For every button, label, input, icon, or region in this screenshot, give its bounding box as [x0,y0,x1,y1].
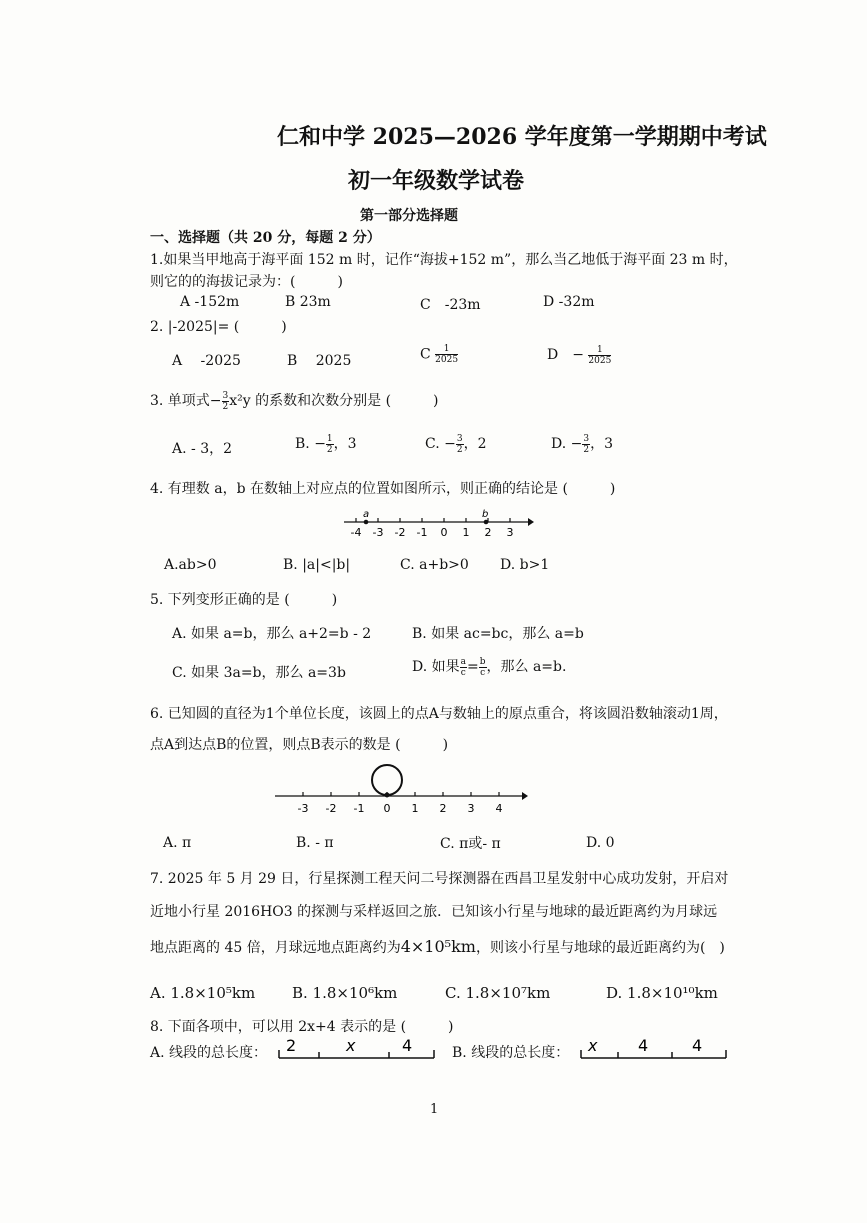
q8b-seg-3: 4 [692,1036,703,1055]
q6-number-line [272,762,530,818]
q8-option-a-segments [276,1036,438,1062]
q4-label-b: b [482,509,489,520]
q4-option-b: B. |a|<|b| [283,557,351,573]
q6-tick-label: 2 [439,802,447,815]
q4-number-line [340,508,535,542]
q8-option-b-segments [578,1036,730,1062]
q2-stem: 2. |-2025|= ( ) [150,319,287,335]
q6-option-c: C. π或- π [440,836,501,852]
section-heading: 一、选择题（共 20 分，每题 2 分） [150,230,381,246]
q5-stem: 5. 下列变形正确的是 ( ) [150,592,338,608]
q8a-seg-1: 2 [286,1036,297,1055]
part-heading: 第一部分选择题 [360,208,458,224]
q2-option-a: A -2025 [172,353,241,369]
page-number: 1 [430,1102,439,1117]
q4-tick-label: -3 [372,526,384,539]
q1-option-a: A -152m [180,294,240,310]
q1-option-b: B 23m [285,294,331,310]
q8a-seg-2: x [346,1036,356,1055]
q6-option-b: B. - π [296,835,334,851]
q6-tick-label: -2 [325,802,337,815]
q6-option-d: D. 0 [586,835,615,851]
q8b-seg-2: 4 [638,1036,649,1055]
q6-stem-line2: 点A到达点B的位置，则点B表示的数是 ( ) [150,737,449,753]
q4-stem: 4. 有理数 a，b 在数轴上对应点的位置如图所示，则正确的结论是 ( ) [150,481,616,497]
q6-point-a [385,793,390,798]
q5-option-d: D. 如果 $\frac{a}{c}$ = $\frac{b}{c}$ ，那么 a=b. [412,656,567,678]
q3-option-d: D. − $\frac{3}{2}$ ，3 [551,433,614,455]
q1-stem-line2: 则它的的海拔记录为：( ) [150,274,343,290]
q8-option-b-label: B. 线段的总长度： [452,1045,570,1061]
q6-circle [372,765,402,795]
q3-stem: 3. 单项式− $\frac{3}{2}$ x²y 的系数和次数分别是 ( ) [150,390,439,412]
q4-tick-label: 2 [484,526,492,539]
q1-stem-line1: 1.如果当甲地高于海平面 152 m 时，记作“海拔+152 m”，那么当乙地低于海平面 23 m 时， [150,252,738,268]
q6-tick-label: 0 [383,802,391,815]
q8-option-a-label: A. 线段的总长度： [150,1045,268,1061]
q6-tick-label: -3 [297,802,309,815]
q4-option-c: C. a+b>0 [400,557,469,573]
q1-option-d: D -32m [543,294,595,310]
q7-stem-line3: 地点距离的 45 倍，月球远地点距离约为4×10⁵km，则该小行星与地球的最近距离约为( ) [150,937,725,956]
q8b-seg-1: x [588,1036,598,1055]
q2-option-b: B 2025 [287,353,352,369]
q2-option-c: C $\frac{1}{2025}$ [420,344,459,365]
q6-option-a: A. π [163,835,192,851]
q7-stem-line2: 近地小行星 2016HO3 的探测与采样返回之旅．已知该小行星与地球的最近距离约为月球远 [150,904,718,920]
q4-point-b [484,520,489,525]
q3-option-b: B. − $\frac{1}{2}$ ，3 [295,433,357,455]
q6-tick-label: -1 [353,802,365,815]
q6-stem-line1: 6. 已知圆的直径为1个单位长度，该圆上的点A与数轴上的原点重合，将该圆沿数轴滚动1周， [150,706,728,722]
q4-tick-label: -1 [416,526,428,539]
q3-option-c: C. − $\frac{3}{2}$ ，2 [425,433,487,455]
q4-tick-label: 1 [462,526,470,539]
q5-option-c: C. 如果 3a=b，那么 a=3b [172,665,346,681]
q4-tick-label: -4 [350,526,362,539]
q8a-seg-3: 4 [402,1036,413,1055]
q4-label-a: a [363,509,370,520]
q8-stem: 8. 下面各项中，可以用 2x+4 表示的是 ( ) [150,1019,454,1035]
q7-option-a: A. 1.8×10⁵km [150,984,256,1002]
q7-option-c: C. 1.8×10⁷km [445,984,551,1002]
q2-option-d: D − $\frac{1}{2025}$ [547,344,612,366]
q5-option-a: A. 如果 a=b，那么 a+2=b - 2 [172,626,372,642]
q4-tick-label: 3 [506,526,514,539]
q1-option-c: C -23m [420,297,481,313]
exam-title: 仁和中学 2025—2026 学年度第一学期期中考试 [277,124,767,150]
q3-option-a: A. - 3，2 [172,441,233,457]
q6-tick-label: 3 [467,802,475,815]
q6-tick-label: 4 [495,802,503,815]
q4-point-a [364,520,369,525]
exam-subtitle: 初一年级数学试卷 [348,168,525,194]
q4-tick-label: -2 [394,526,406,539]
q6-tick-label: 1 [411,802,419,815]
q4-option-d: D. b>1 [500,557,550,573]
q5-option-b: B. 如果 ac=bc，那么 a=b [412,626,584,642]
q7-option-b: B. 1.8×10⁶km [292,984,398,1002]
q7-option-d: D. 1.8×10¹⁰km [606,984,718,1002]
q7-stem-line1: 7. 2025 年 5 月 29 日，行星探测工程天问二号探测器在西昌卫星发射中心成功发射，开启对 [150,871,729,887]
q4-tick-label: 0 [440,526,448,539]
q4-option-a: A.ab>0 [164,557,217,573]
